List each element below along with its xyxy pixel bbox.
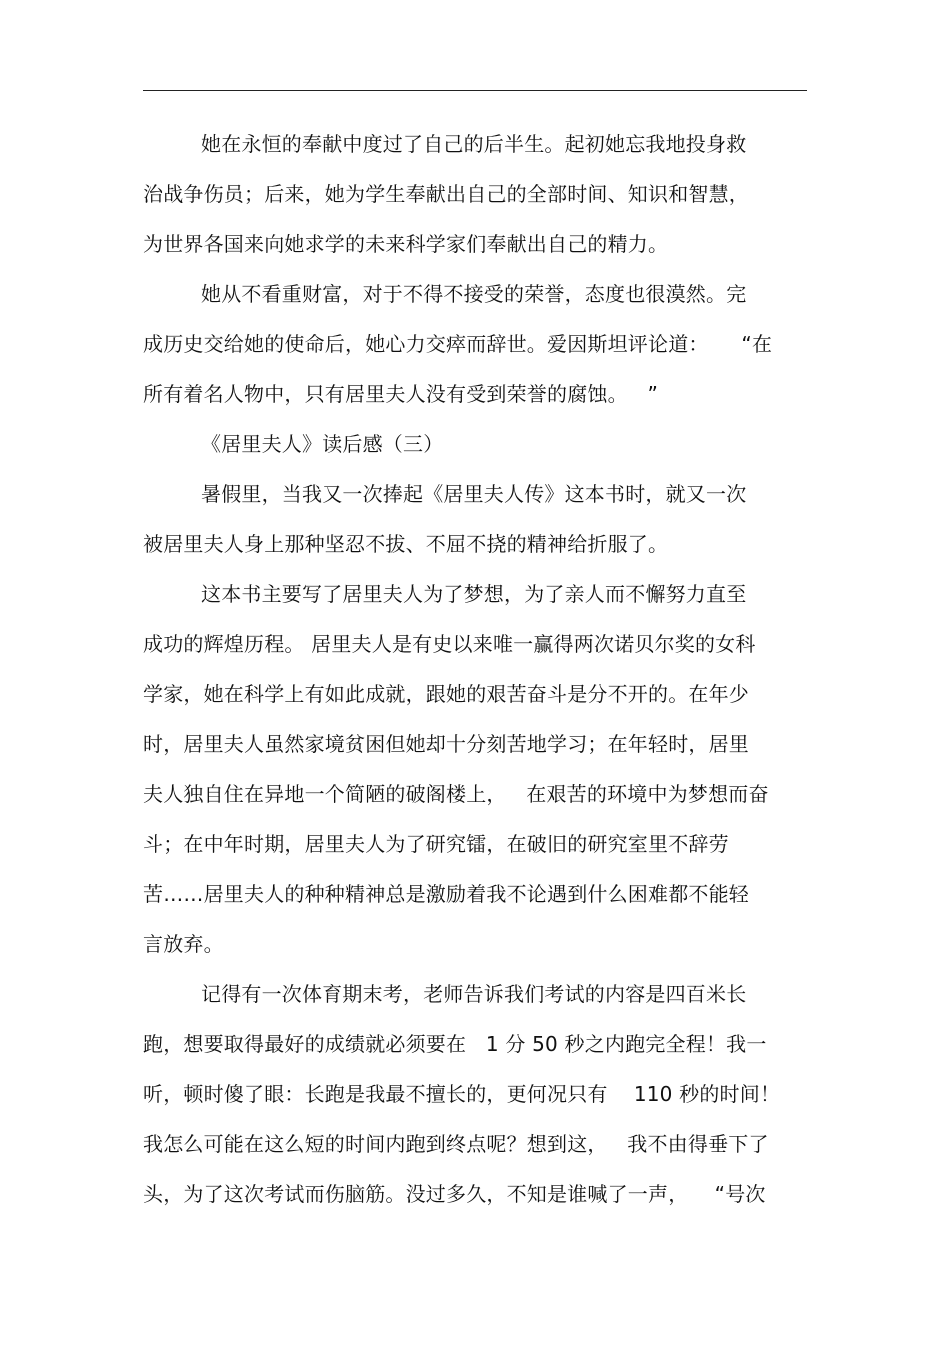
text-line: 时，居里夫人虽然家境贫困但她却十分刻苦地学习；在年轻时，居里: [143, 732, 749, 756]
text-line: 成历史交给她的使命后，她心力交瘁而辞世。爱因斯坦评论道： “在: [143, 332, 773, 356]
text-line: 跑，想要取得最好的成绩就必须要在 1 分 50 秒之内跑完全程！我一: [143, 1032, 767, 1056]
text-line: 夫人独自住在异地一个简陋的破阁楼上， 在艰苦的环境中为梦想而奋: [143, 782, 769, 806]
text-line: 被居里夫人身上那种坚忍不拔、不屈不挠的精神给折服了。: [143, 532, 669, 556]
text-line: 为世界各国来向她求学的未来科学家们奉献出自己的精力。: [143, 232, 669, 256]
text-line: 斗；在中年时期，居里夫人为了研究镭，在破旧的研究室里不辞劳: [143, 832, 729, 856]
header-rule: [143, 90, 807, 91]
text-line: 听，顿时傻了眼：长跑是我最不擅长的，更何况只有 110 秒的时间！: [143, 1082, 781, 1106]
text-line: 她在永恒的奉献中度过了自己的后半生。起初她忘我地投身救: [201, 132, 747, 156]
text-line: 所有着名人物中，只有居里夫人没有受到荣誉的腐蚀。 ”: [143, 382, 659, 406]
text-line: 暑假里，当我又一次捧起《居里夫人传》这本书时，就又一次: [201, 482, 747, 506]
text-line: 苦……居里夫人的种种精神总是激励着我不论遇到什么困难都不能轻: [143, 882, 749, 906]
text-line: 记得有一次体育期末考，老师告诉我们考试的内容是四百米长: [201, 982, 747, 1006]
text-line: 学家，她在科学上有如此成就，跟她的艰苦奋斗是分不开的。在年少: [143, 682, 749, 706]
section-heading: 《居里夫人》读后感（三）: [201, 432, 444, 456]
text-line: 言放弃。: [143, 932, 224, 956]
text-line: 头，为了这次考试而伤脑筋。没过多久，不知是谁喊了一声， “号次: [143, 1182, 766, 1206]
text-line: 治战争伤员；后来，她为学生奉献出自己的全部时间、知识和智慧，: [143, 182, 749, 206]
text-line: 她从不看重财富，对于不得不接受的荣誉，态度也很漠然。完: [201, 282, 747, 306]
text-line: 我怎么可能在这么短的时间内跑到终点呢？想到这， 我不由得垂下了: [143, 1132, 769, 1156]
text-line: 这本书主要写了居里夫人为了梦想，为了亲人而不懈努力直至: [201, 582, 747, 606]
text-line: 成功的辉煌历程。 居里夫人是有史以来唯一赢得两次诺贝尔奖的女科: [143, 632, 756, 656]
